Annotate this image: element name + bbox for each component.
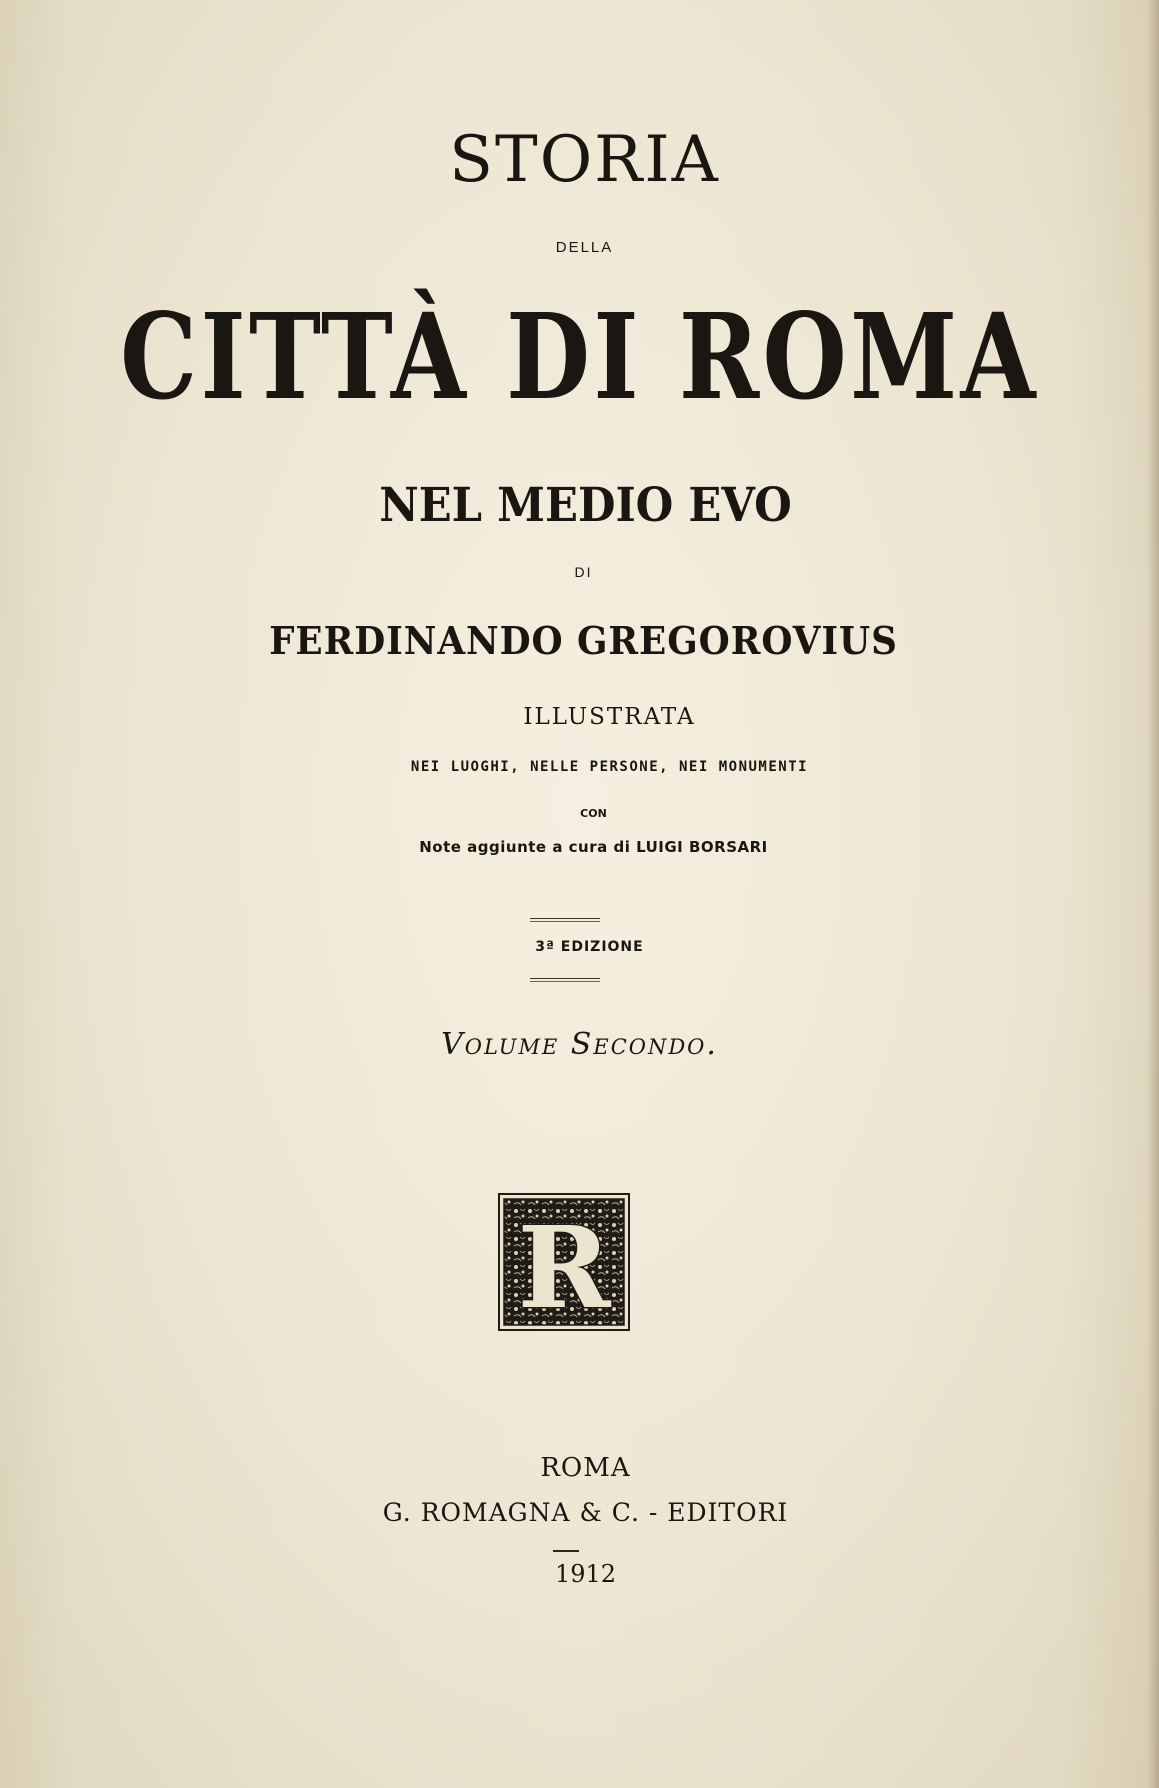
- con-word: CON: [580, 807, 607, 820]
- title-della: DELLA: [555, 239, 614, 256]
- notes-credit: Note aggiunte a cura di LUIGI BORSARI: [419, 838, 768, 856]
- imprint-dash: [553, 1550, 579, 1552]
- monogram-letter: R: [517, 1203, 611, 1331]
- by-word: DI: [574, 564, 593, 580]
- author-name: FERDINANDO GREGOROVIUS: [269, 618, 898, 663]
- imprint-publisher: G. ROMAGNA & C. - EDITORI: [382, 1498, 789, 1527]
- main-title: CITTÀ DI ROMA: [120, 287, 1039, 426]
- volume-label: Volume Secondo.: [441, 1027, 718, 1062]
- divider-bottom: [530, 978, 600, 982]
- subtitle: NEL MEDIO EVO: [379, 478, 792, 533]
- illustrata-label: ILLUSTRATA: [523, 704, 696, 730]
- title-storia: STORIA: [449, 123, 720, 197]
- imprint-year: 1912: [554, 1560, 617, 1588]
- publisher-monogram-r-icon: [498, 1193, 630, 1331]
- illustrata-detail: NEI LUOGHI, NELLE PERSONE, NEI MONUMENTI: [410, 759, 809, 775]
- divider-top: [530, 918, 600, 922]
- imprint-city: ROMA: [540, 1453, 631, 1483]
- edition-label: 3ª EDIZIONE: [535, 939, 644, 955]
